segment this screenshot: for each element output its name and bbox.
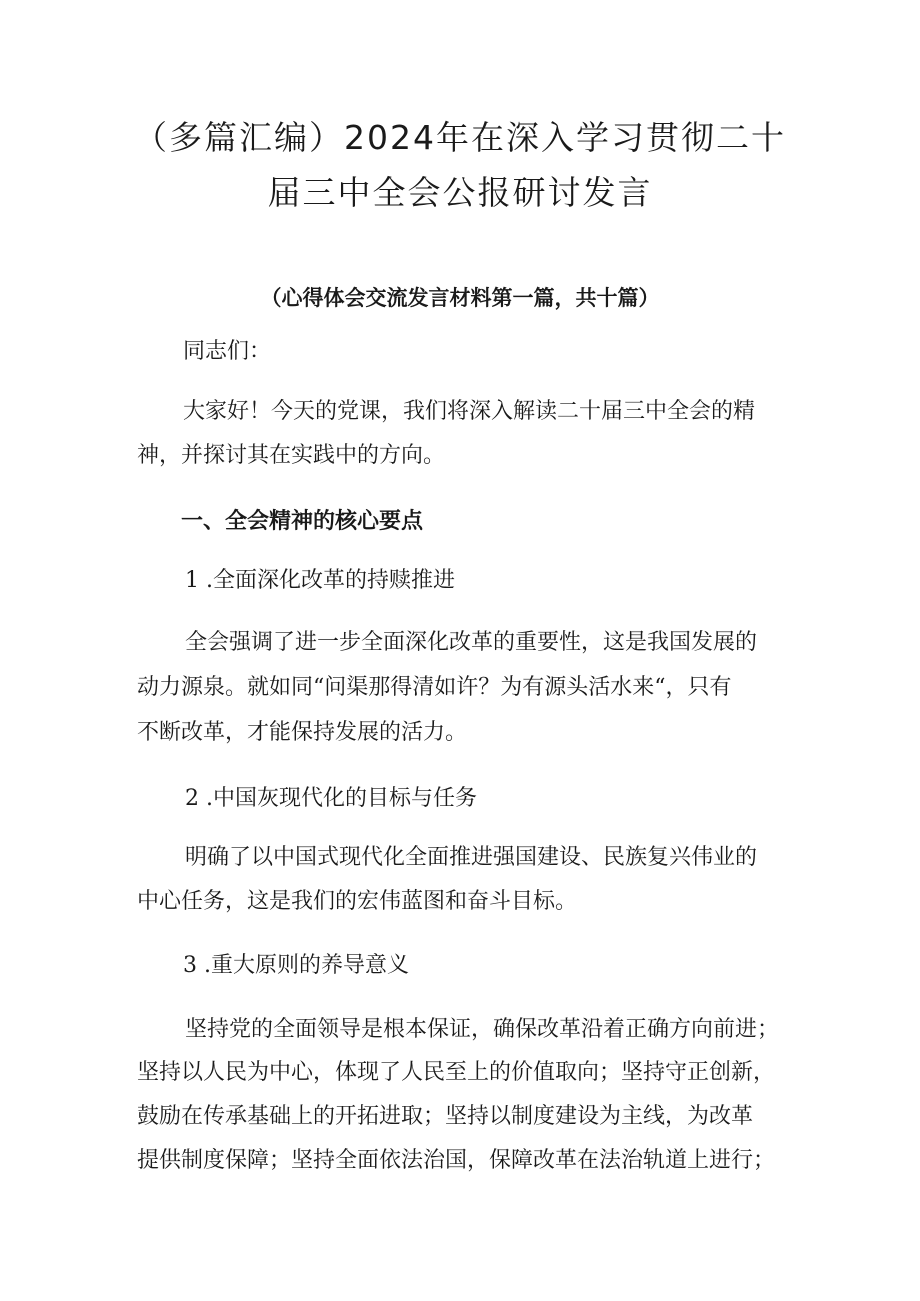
item-heading-2: 2 .中国灰现代化的目标与任务 xyxy=(185,786,477,811)
intro-line-2: 神，并探讨其在实践中的方向。 xyxy=(137,443,446,468)
item3-body-line-2: 坚持以人民为中心，体现了人民至上的价值取向；坚持守正创新， xyxy=(137,1060,776,1085)
item-heading-1: 1 .全面深化改革的持赎推进 xyxy=(185,568,455,593)
item3-body-line-1: 坚持党的全面领导是根本保证，确保改革沿着正确方向前进； xyxy=(185,1017,780,1042)
section-heading-1: 一、全会精神的核心要点 xyxy=(181,509,424,534)
item2-body-line-1: 明确了以中国式现代化全面推进强国建设、民族复兴伟业的 xyxy=(185,845,758,870)
item1-body-line-1: 全会强调了进一步全面深化改革的重要性，这是我国发展的 xyxy=(185,630,758,655)
document-title-line-1: （多篇汇编）2024年在深入学习贯彻二十 xyxy=(134,118,786,157)
item-heading-3: 3 .重大原则的养导意义 xyxy=(183,953,409,978)
item1-body-line-2: 动力源泉。就如同“问渠那得清如许？为有源头活水来“，只有 xyxy=(137,675,732,700)
item3-body-line-4: 提供制度保障；坚持全面依法治国，保障改革在法治轨道上进行； xyxy=(137,1148,776,1173)
document-title-line-2: 届三中全会公报研讨发言 xyxy=(267,173,653,212)
item1-body-line-3: 不断改革，才能保持发展的活力。 xyxy=(137,720,468,745)
item2-body-line-2: 中心任务，这是我们的宏伟蓝图和奋斗目标。 xyxy=(137,889,578,914)
intro-line-1: 大家好！今天的党课，我们将深入解读二十届三中全会的精 xyxy=(183,399,756,424)
item3-body-line-3: 鼓励在传承基础上的开拓进取；坚持以制度建设为主线，为改革 xyxy=(137,1104,754,1129)
greeting: 同志们： xyxy=(183,339,272,364)
document-subtitle: （心得体会交流发言材料第一篇，共十篇） xyxy=(260,286,660,310)
